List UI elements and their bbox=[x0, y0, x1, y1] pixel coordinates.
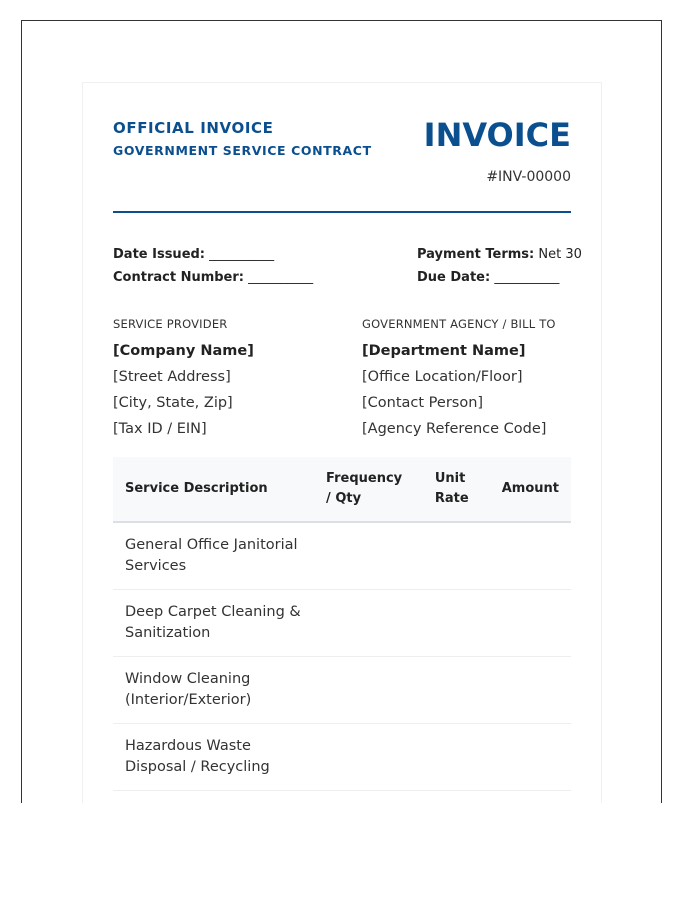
bill-to-contact: [Contact Person] bbox=[362, 395, 484, 411]
table-row bbox=[113, 724, 571, 791]
table-row bbox=[113, 657, 571, 724]
table-header-row bbox=[113, 457, 571, 522]
document-viewport bbox=[21, 20, 662, 803]
org-title: OFFICIAL INVOICE bbox=[113, 119, 274, 137]
bill-to-reference: [Agency Reference Code] bbox=[362, 421, 547, 437]
column-header-description: Service Description bbox=[113, 457, 314, 522]
payment-terms bbox=[417, 247, 582, 262]
bill-to-label: GOVERNMENT AGENCY / BILL TO bbox=[362, 317, 556, 331]
bill-to-name: [Department Name] bbox=[362, 343, 526, 359]
row-frequency bbox=[314, 724, 423, 791]
row-amount bbox=[490, 724, 571, 791]
invoice-meta bbox=[113, 247, 582, 317]
date-issued bbox=[113, 247, 274, 262]
row-amount bbox=[490, 590, 571, 657]
row-description: General Office Janitorial Services bbox=[113, 522, 314, 590]
provider-name: [Company Name] bbox=[113, 343, 254, 359]
table-row bbox=[113, 590, 571, 657]
bill-to bbox=[362, 317, 592, 445]
service-provider bbox=[113, 317, 343, 445]
row-frequency bbox=[314, 657, 423, 724]
provider-tax-id: [Tax ID / EIN] bbox=[113, 421, 207, 437]
provider-address: [Street Address] bbox=[113, 369, 231, 385]
org-subtitle: GOVERNMENT SERVICE CONTRACT bbox=[113, 143, 372, 158]
contract-number-value: __________ bbox=[248, 270, 314, 285]
contract-number-label: Contract Number: bbox=[113, 270, 244, 285]
header-divider bbox=[113, 211, 571, 213]
row-description: Hazardous Waste Disposal / Recycling bbox=[113, 724, 314, 791]
provider-city: [City, State, Zip] bbox=[113, 395, 233, 411]
payment-terms-label: Payment Terms: bbox=[417, 247, 535, 262]
row-amount bbox=[490, 522, 571, 590]
row-rate bbox=[423, 522, 490, 590]
date-issued-value: __________ bbox=[209, 247, 275, 262]
row-amount bbox=[490, 657, 571, 724]
due-date-label: Due Date: bbox=[417, 270, 491, 285]
invoice-number: #INV-00000 bbox=[486, 169, 571, 185]
contract-number bbox=[113, 270, 313, 285]
date-issued-label: Date Issued: bbox=[113, 247, 206, 262]
row-rate bbox=[423, 657, 490, 724]
column-header-frequency: Frequency / Qty bbox=[314, 457, 423, 522]
column-header-amount: Amount bbox=[490, 457, 571, 522]
table-row bbox=[113, 522, 571, 590]
provider-label: SERVICE PROVIDER bbox=[113, 317, 228, 331]
payment-terms-value: Net 30 bbox=[538, 247, 582, 262]
row-description: Deep Carpet Cleaning & Sanitization bbox=[113, 590, 314, 657]
row-frequency bbox=[314, 590, 423, 657]
column-header-rate: Unit Rate bbox=[423, 457, 490, 522]
service-items-table bbox=[113, 457, 571, 791]
row-frequency bbox=[314, 522, 423, 590]
row-description: Window Cleaning (Interior/Exterior) bbox=[113, 657, 314, 724]
invoice-content bbox=[113, 116, 582, 791]
bill-to-location: [Office Location/Floor] bbox=[362, 369, 523, 385]
due-date-value: __________ bbox=[494, 270, 560, 285]
row-rate bbox=[423, 724, 490, 791]
parties-section bbox=[113, 317, 571, 457]
invoice-sheet bbox=[82, 82, 602, 803]
document-title: INVOICE bbox=[423, 116, 571, 154]
row-rate bbox=[423, 590, 490, 657]
due-date bbox=[417, 270, 559, 285]
invoice-header bbox=[113, 116, 571, 211]
